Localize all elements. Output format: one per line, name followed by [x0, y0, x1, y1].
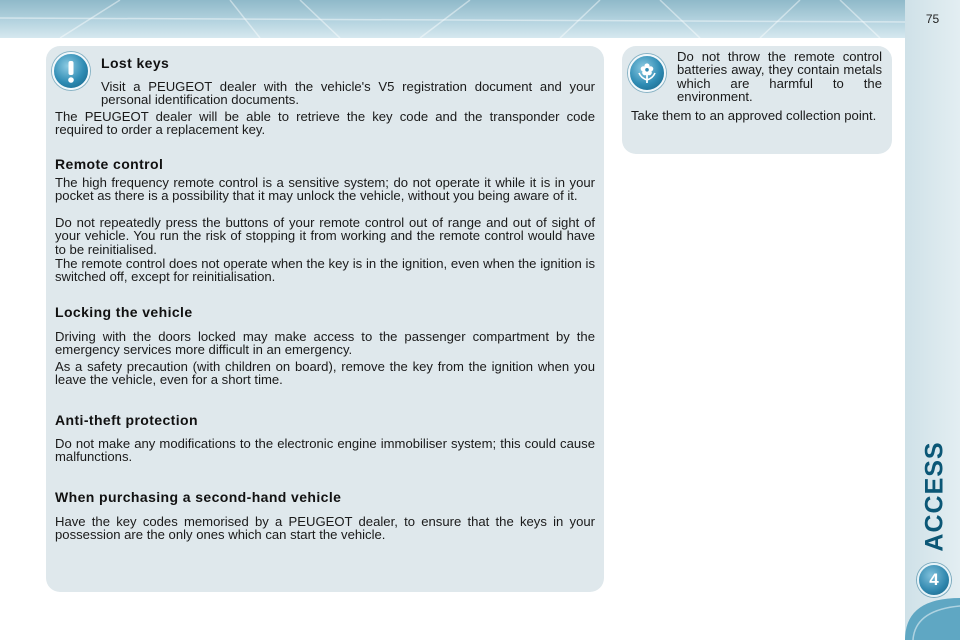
- exclamation-icon: [52, 52, 90, 90]
- chapter-number-badge: 4: [917, 563, 951, 597]
- anti-theft-heading: Anti-theft protection: [55, 412, 198, 428]
- remote-control-heading: Remote control: [55, 156, 164, 172]
- lost-keys-paragraph-1: Visit a PEUGEOT dealer with the vehicle's V5 registration document and your personal identification documents.: [101, 79, 595, 108]
- lost-keys-paragraph-2: The PEUGEOT dealer will be able to retrieve the key code and the transponder code required to order a replacement key.: [55, 109, 595, 138]
- lost-keys-heading: Lost keys: [101, 55, 170, 71]
- remote-control-paragraph-1: The high frequency remote control is a sensitive system; do not operate it while it is in your pocket as there is a possibility that it may unlock the vehicle, without you being aware of it.: [55, 175, 595, 204]
- page-number: 75: [925, 12, 940, 26]
- locking-paragraph-2: As a safety precaution (with children on board), remove the key from the ignition when you leave the vehicle, even for a short time.: [55, 359, 595, 388]
- remote-control-paragraph-2: Do not repeatedly press the buttons of your remote control out of range and out of sight of your vehicle. You run the risk of stopping it from working and the remote control would have to be reinitialised.: [55, 215, 595, 257]
- header-decoration: [0, 0, 905, 38]
- anti-theft-paragraph-1: Do not make any modifications to the electronic engine immobiliser system; this could cause malfunctions.: [55, 436, 595, 465]
- corner-decoration: [905, 598, 960, 640]
- remote-control-paragraph-3: The remote control does not operate when the key is in the ignition, even when the ignition is switched off, except for reinitialisation.: [55, 256, 595, 285]
- side-panel: [622, 46, 892, 154]
- chapter-title: [910, 440, 960, 552]
- flower-icon: [628, 54, 666, 92]
- locking-heading: Locking the vehicle: [55, 304, 193, 320]
- second-hand-paragraph-1: Have the key codes memorised by a PEUGEOT dealer, to ensure that the keys in your possession are the only ones which can start the vehicle.: [55, 514, 595, 543]
- header-band: [0, 0, 905, 38]
- collection-point-paragraph: Take them to an approved collection point.: [631, 108, 877, 123]
- second-hand-heading: When purchasing a second-hand vehicle: [55, 489, 342, 505]
- battery-disposal-paragraph: Do not throw the remote control batteries away, they contain metals which are harmful to the environment.: [677, 49, 882, 105]
- main-panel: [46, 46, 604, 592]
- chapter-title-text: ACCESS: [920, 440, 949, 552]
- locking-paragraph-1: Driving with the doors locked may make access to the passenger compartment by the emergency services more difficult in an emergency.: [55, 329, 595, 358]
